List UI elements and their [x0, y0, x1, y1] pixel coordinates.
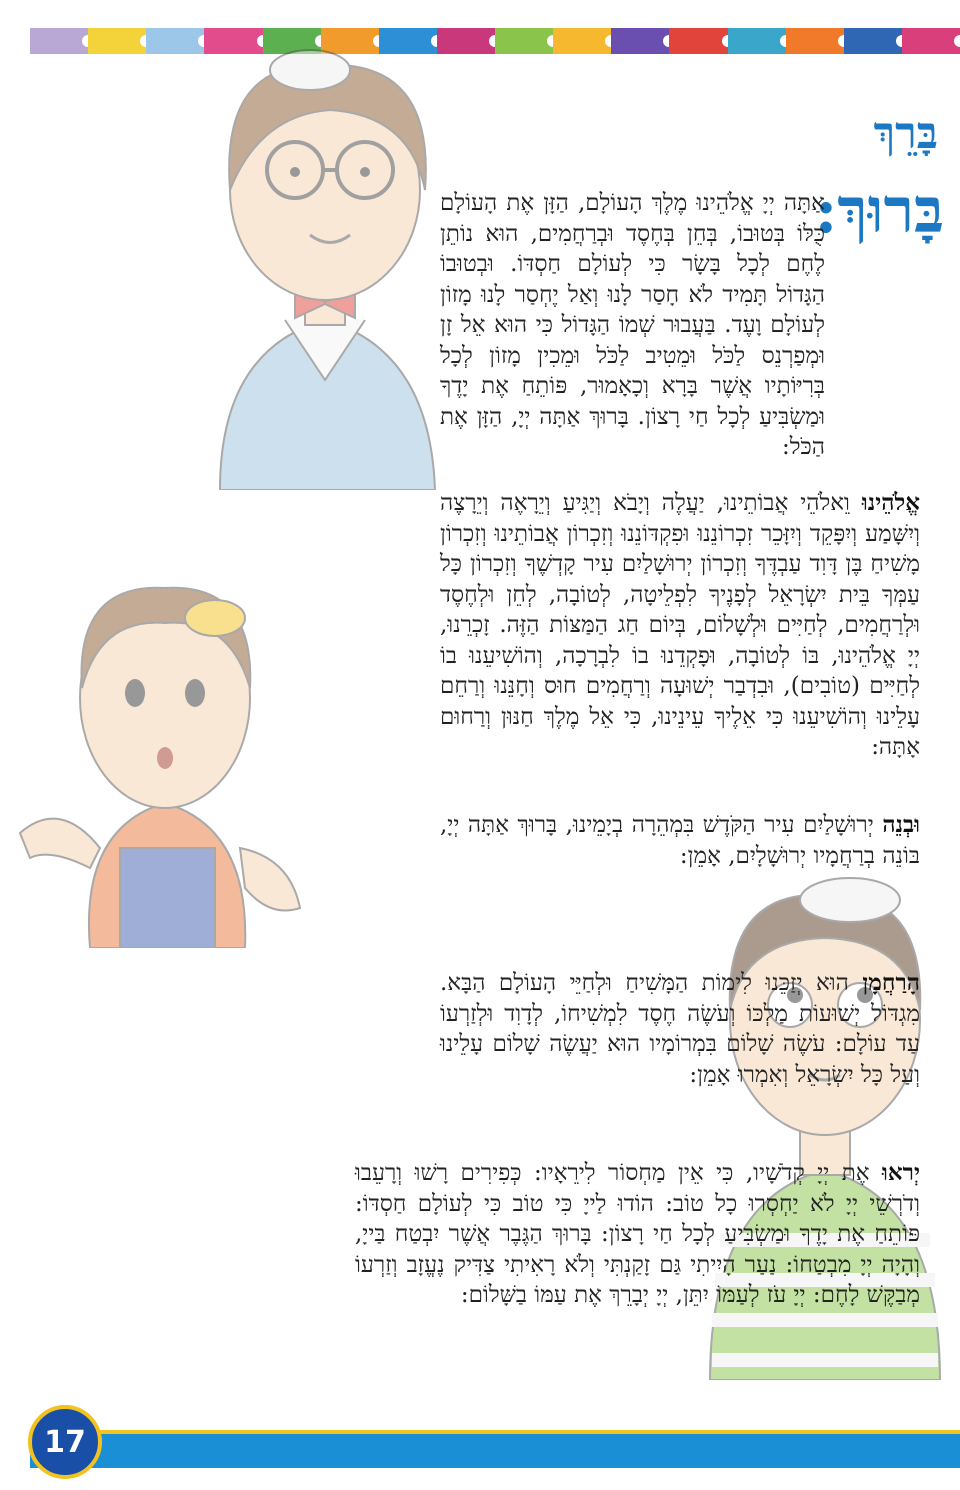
paragraph-harachaman-text: הוּא יְזַכֵּנוּ לִימוֹת הַמָּשִׁיחַ וּלְחַיֵּי הָעוֹלָם הַבָּא. מִגְדּוֹל יְשׁוּעוֹת מַלְכּוֹ וְעֹשֶׂה חֶסֶד לִמְשִׁיחוֹ, לְדָוִד וּלְזַרְעוֹ עַד עוֹלָם: עֹשֶׂה שָׁלוֹם בִּמְרוֹמָיו הוּא יַעֲשֶׂה שָׁלוֹם עָלֵינוּ וְעַל כָּל יִשְׂרָאֵל וְאִמְרוּ אָמֵן:: [440, 970, 920, 1088]
paragraph-uvneh-text: יְרוּשָׁלַיִם עִיר הַקֹּדֶשׁ בִּמְהֵרָה בְיָמֵינוּ, בָּרוּךְ אַתָּה יְיָ, בּוֹנֵה בְרַחֲמָיו יְרוּשָׁלָיִם, אָמֵן:: [440, 812, 920, 869]
color-strip: [30, 28, 960, 54]
paragraph-hazan: [440, 188, 825, 463]
paragraph-harachaman: [440, 968, 920, 1090]
color-strip-segment: [88, 28, 146, 54]
paragraph-yiru-text: אֶת יְיָ קְדֹשָׁיו, כִּי אֵין מַחְסוֹר לִירֵאָיו: כְּפִירִים רָשׁוּ וְרָעֵבוּ וְדֹרְשֵׁי יְיָ לֹא יַחְסְרוּ כָל טוֹב: הוֹדוּ לַייָ כִּי טוֹב כִּי לְעוֹלָם חַסְדּוֹ: פּוֹתֵחַ אֶת יָדֶךָ וּמַשְׂבִּיעַ לְכָל חַי רָצוֹן: בָּרוּךְ הַגֶּבֶר אֲשֶׁר יִבְטַח בַּייָ, וְהָיָה יְיָ מִבְטַחוֹ: נַעַר הָיִיתִי גַּם זָקַנְתִּי וְלֹא רָאִיתִי צַדִּיק נֶעֱזָב וְזַרְעוֹ מְבַקֶּשׁ לָחֶם: יְיָ עֹז לְעַמּוֹ יִתֵּן, יְיָ יְבָרֵךְ אֶת עַמּוֹ בַשָּׁלוֹם:: [355, 1160, 920, 1308]
color-strip-segment: [553, 28, 611, 54]
paragraph-yaaleh-lead: אֱלֹהֵינוּ: [861, 489, 920, 516]
blessing-title-big: בָּרוּךְ:: [814, 174, 944, 247]
paragraph-uvneh: [440, 810, 920, 871]
color-strip-segment: [728, 28, 786, 54]
paragraph-yiru-lead: יְראוּ: [882, 1159, 920, 1186]
footer-bar: [30, 1430, 960, 1468]
color-strip-segment: [844, 28, 902, 54]
paragraph-yiru: [355, 1158, 920, 1311]
paragraph-yaaleh-veyavo: [440, 488, 920, 763]
color-strip-segment: [30, 28, 88, 54]
page-number: 17: [28, 1405, 102, 1479]
color-strip-segment: [611, 28, 669, 54]
strip-dot: [954, 35, 960, 47]
paragraph-yaaleh-text: וֵאלֹהֵי אֲבוֹתֵינוּ, יַעֲלֶה וְיָבֹא וְיַגִּיעַ וְיֵרָאֶה וְיֵרָצֶה וְיִשָּׁמַע וְיִפָּקֵד וְיִזָּכֵר זִכְרוֹנֵנוּ וּפִקְדּוֹנֵנוּ וְזִכְרוֹן אֲבוֹתֵינוּ וְזִכְרוֹן מָשִׁיחַ בֶּן דָּוִד עַבְדֶּךָ וְזִכְרוֹן יְרוּשָׁלַיִם עִיר קָדְשֶׁךָ וְזִכְרוֹן כָּל עַמְּךָ בֵּית יִשְׂרָאֵל לְפָנֶיךָ לִפְלֵיטָה, לְטוֹבָה, לְחֵן וּלְחֶסֶד וּלְרַחֲמִים, לְחַיִּים וּלְשָׁלוֹם, בְּיוֹם חַג הַמַּצּוֹת הַזֶּה. זָכְרֵנוּ, יְיָ אֱלֹהֵינוּ, בּוֹ לְטוֹבָה, וּפָקְדֵנוּ בוֹ לִבְרָכָה, וְהוֹשִׁיעֵנוּ בוֹ לְחַיִּים (טוֹבִים), וּבִדְבַר יְשׁוּעָה וְרַחֲמִים חוּס וְחָנֵּנוּ וְרַחֵם עָלֵינוּ וְהוֹשִׁיעֵנוּ כִּי אֵלֶיךָ עֵינֵינוּ, כִּי אֵל מֶלֶךְ חַנּוּן וְרַחוּם אָתָּה:: [440, 490, 920, 760]
boy-with-overalls-illustration: [0, 548, 320, 948]
color-strip-segment: [669, 28, 727, 54]
paragraph-hazan-text: אַתָּה יְיָ אֱלֹהֵינוּ מֶלֶךְ הָעוֹלָם, הַזָּן אֶת הָעוֹלָם כֻּלּוֹ בְּטוּבוֹ, בְּחֵן בְּחֶסֶד וּבְרַחֲמִים, הוּא נוֹתֵן לֶחֶם לְכָל בָּשָׂר כִּי לְעוֹלָם חַסְדּוֹ. וּבְטוּבוֹ הַגָּדוֹל תָּמִיד לֹא חָסַר לָנוּ וְאַל יֶחְסַר לָנוּ מָזוֹן לְעוֹלָם וָעֶד. בַּעֲבוּר שְׁמוֹ הַגָּדוֹל כִּי הוּא אֵל זָן וּמְפַרְנֵס לַכֹּל וּמֵטִיב לַכֹּל וּמֵכִין מָזוֹן לְכָל בְּרִיּוֹתָיו אֲשֶׁר בָּרָא וְכָאָמוּר, פּוֹתֵחַ אֶת יָדֶךָ וּמַשְׂבִּיעַ לְכָל חַי רָצוֹן. בָּרוּךְ אַתָּה יְיָ, הַזָּן אֶת הַכֹּל:: [440, 190, 825, 460]
paragraph-harachaman-lead: הָרַחֲמָן: [862, 969, 920, 996]
blessing-title-small: בָּרֵךְ: [873, 108, 938, 159]
color-strip-segment: [495, 28, 553, 54]
boy-with-glasses-illustration: [200, 20, 450, 490]
color-strip-segment: [146, 28, 204, 54]
color-strip-segment: [786, 28, 844, 54]
paragraph-uvneh-lead: וּבְנֵה: [882, 811, 920, 838]
color-strip-segment: [902, 28, 960, 54]
